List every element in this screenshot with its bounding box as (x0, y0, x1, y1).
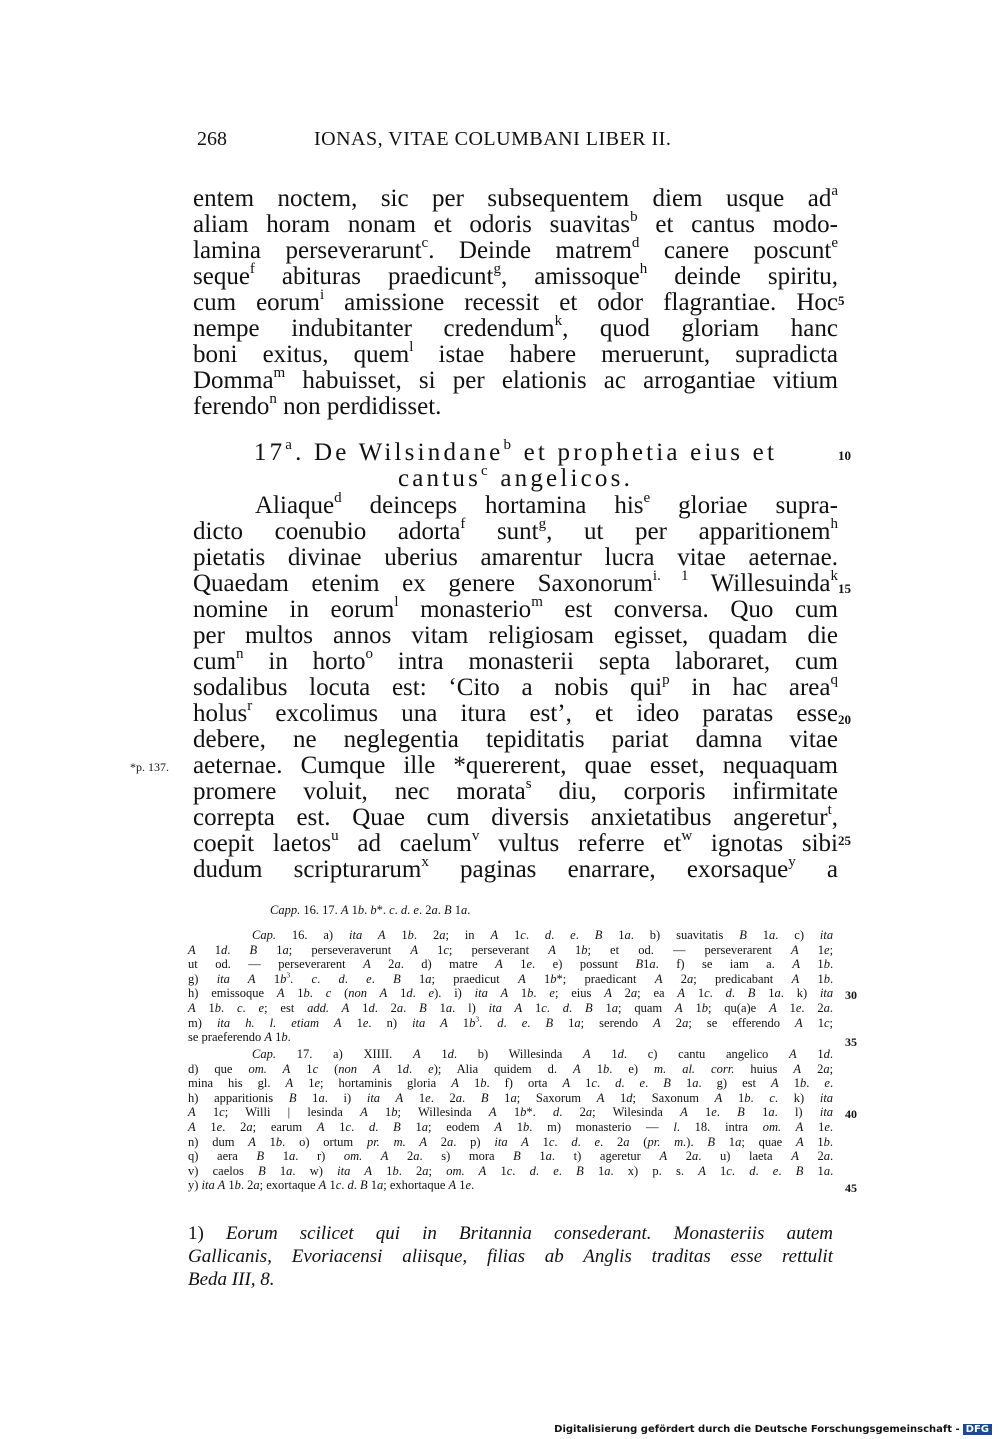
running-title: IONAS, VITAE COLUMBANI LIBER II. (314, 128, 672, 150)
text-line: cum eorum$^i$ amissione recessit et odor flagrantiae. Hoc (193, 286, 838, 316)
text-line: sodalibus locuta est: ‘Cito a nobis qui$^p$ in hac area$^q$ (193, 671, 838, 701)
footnote-line: Beda III, 8. (188, 1269, 275, 1290)
dfg-logo: DFG (963, 1424, 992, 1435)
text-line: per multos annos vitam religiosam egisset, quadam die (193, 622, 838, 649)
apparatus-line: h) emissoque A 1b. c (non A 1d. e). i) ita A 1b. e; eius A 2a; ea A 1c. d. B 1a. k) ita (188, 986, 834, 1001)
apparatus-line: A 1d. B 1a; perseveraverunt A 1c; perseverant A 1b; et od. — perseverarent A 1e; (188, 942, 834, 957)
text-line: boni exitus, quem$^l$ istae habere meruerunt, supradicta (193, 338, 838, 368)
footnote-marker: 1) (188, 1223, 204, 1244)
apparatus-line: A 1e. 2a; earum A 1c. d. B 1a; eodem A 1b. m) monasterio — l. 18. intra om. A 1e. (188, 1119, 834, 1134)
text-line: aeternae. Cumque ille *quererent, quae esset, nequaquam (193, 752, 838, 779)
apparatus-line: mina his gl. A 1e; hortaminis gloria A 1b. f) orta A 1c. d. e. B 1a. g) est A 1b. e. (188, 1076, 834, 1091)
apparatus-line-number: 40 (845, 1107, 857, 1121)
line-number: 10 (838, 448, 851, 463)
line-number: 5 (838, 293, 845, 308)
footnote-line: Eorum scilicet qui in Britannia consederant. Monasteriis autem (225, 1223, 833, 1244)
text-line: aliam horam nonam et odoris suavitas$^b$ et cantus modo- (193, 208, 838, 238)
apparatus-line-number: 45 (845, 1181, 857, 1195)
line-number: 25 (838, 833, 851, 848)
apparatus-line: m) ita h. l. etiam A 1e. n) ita A $1b^3$. d. e. B 1a; serendo A 2a; se efferendo A 1c; (188, 1013, 834, 1030)
running-header (197, 128, 827, 160)
apparatus-line: v) caelos B 1a. w) ita A 1b. 2a; om. A 1c. d. e. B 1a. x) p. s. A 1c. d. e. B 1a. (188, 1163, 834, 1178)
text-line: lamina perseverarunt$^c$. Deinde matrem$^d$ canere poscunt$^e$ (193, 234, 838, 264)
footnote (188, 1222, 833, 1291)
main-text-block-2 (193, 489, 838, 883)
apparatus-line: Cap. 17. a) XIIII. A 1d. b) Willesinda A 1d. c) cantu angelico A 1d. (252, 1047, 834, 1061)
apparatus-line: y) ita A 1b. 2a; exortaque A 1c. d. B 1a; exhortaque A 1e. (188, 1178, 475, 1193)
apparatus-line: A 1c; Willi | lesinda A 1b; Willesinda A 1b*. d. 2a; Wilesinda A 1e. B 1a. l) ita (188, 1105, 834, 1120)
text-line: dicto coenubio adorta$^f$ sunt$^g$, ut per apparitionem$^h$ (193, 515, 838, 545)
heading-line: 17$^a$. De Wilsindane$^b$ et prophetia eius et (253, 436, 778, 466)
text-line: entem noctem, sic per subsequentem diem usque $ad^a$ (193, 182, 838, 212)
text-line: debere, ne neglegentia tepiditatis pariat damna vitae (193, 726, 838, 753)
apparatus-line: A 1b. c. e; est add. A 1d. 2a. B 1a. l) ita A 1c. d. B 1a; quam A 1b; qu(a)e A 1e. 2a. (188, 1000, 834, 1015)
text-line: nomine in eorum$^l$ monasterio$^m$ est conversa. Quo cum (193, 593, 838, 623)
text-line: nempe indubitanter credendum$^k$, quod gloriam hanc (193, 312, 839, 342)
apparatus-line: Cap. 16. a) ita A 1b. 2a; in A 1c. d. e. B 1a. b) suavitatis B 1a. c) ita (252, 928, 834, 942)
critical-apparatus-cap16 (188, 928, 833, 1045)
apparatus-sigla: Capp. 16. 17. A 1b. b*. c. d. e. 2a. B 1a. (270, 903, 471, 917)
apparatus-line: g) ita A $1b^3$. c. d. e. B 1a; praedicut A 1b*; praedicant A 2a; predicabant A 1b. (188, 970, 834, 986)
text-line: ferendo$^n$ non perdidisset. (193, 390, 442, 420)
heading-line: cantus$^c$ angelicos. (397, 462, 634, 492)
text-line: coepit laetos$^u$ ad caelum$^v$ vultus referre $et^w$ ignotas sibi (193, 827, 838, 857)
chapter-heading (193, 436, 838, 492)
apparatus-line-number: 35 (845, 1035, 857, 1049)
footnote-line: Gallicanis, Evoriacensi aliisque, filias ab Anglis traditas esse rettulit (188, 1246, 833, 1267)
digitization-credit (554, 1424, 992, 1435)
main-text-block-1 (193, 182, 839, 420)
text-line: correpta est. Quae cum diversis anxietatibus angeretur$^t$, (193, 801, 838, 831)
apparatus-line: q) aera B 1a. r) om. A 2a. s) mora B 1a. t) ageretur A 2a. u) laeta A 2a. (188, 1149, 834, 1164)
text-line: Domma$^m$ habuisset, si per elationis ac arrogantiae vitium (193, 364, 838, 394)
apparatus-line: se praeferendo A 1b. (188, 1030, 291, 1045)
text-line: cum$^n$ in horto$^o$ intra monasterii septa laboraret, cum (193, 645, 838, 675)
margin-page-reference: *p. 137. (130, 760, 169, 774)
text-line: seque$^f$ abituras praedicunt$^g$, amissoque$^h$ deinde spiritu, (193, 260, 838, 290)
line-number: 15 (838, 581, 851, 596)
page-number: 268 (197, 128, 227, 150)
text-line: promere voluit, nec morata$^s$ diu, corporis infirmitate (193, 775, 838, 805)
text-line: Quaedam etenim ex genere Saxonorum$^{i. 1}$ Willesuinda$^k$ (193, 567, 838, 597)
apparatus-line: ut od. — perseverarent A 2a. d) matre A 1e. e) possunt B1a. f) se iam a. A 1b. (188, 957, 834, 972)
text-line: dudum scripturarum$^x$ paginas enarrare, exorsaque$^y$ a (193, 853, 838, 883)
text-line: holus$^r$ excolimus una itura est’, et ideo paratas esse (193, 697, 838, 727)
critical-apparatus-cap17 (188, 1047, 833, 1193)
credit-text: Digitalisierung gefördert durch die Deutsche Forschungsgemeinschaft - (554, 1424, 960, 1435)
apparatus-line: h) apparitionis B 1a. i) ita A 1e. 2a. B 1a; Saxorum A 1d; Saxonum A 1b. c. k) ita (188, 1090, 834, 1105)
line-number: 20 (838, 712, 851, 727)
text-line: Aliaque$^d$ deinceps hortamina his$^e$ gloriae supra- (255, 489, 838, 519)
apparatus-line: n) dum A 1b. o) ortum pr. m. A 2a. p) ita A 1c. d. e. 2a (pr. m.). B 1a; quae A 1b. (188, 1134, 834, 1149)
text-line: pietatis divinae uberius amarentur lucra vitae aeternae. (193, 544, 838, 571)
apparatus-line-number: 30 (845, 988, 857, 1002)
apparatus-line: d) que om. A 1c (non A 1d. e); Alia quidem d. A 1b. e) m. al. corr. huius A 2a; (188, 1061, 834, 1076)
